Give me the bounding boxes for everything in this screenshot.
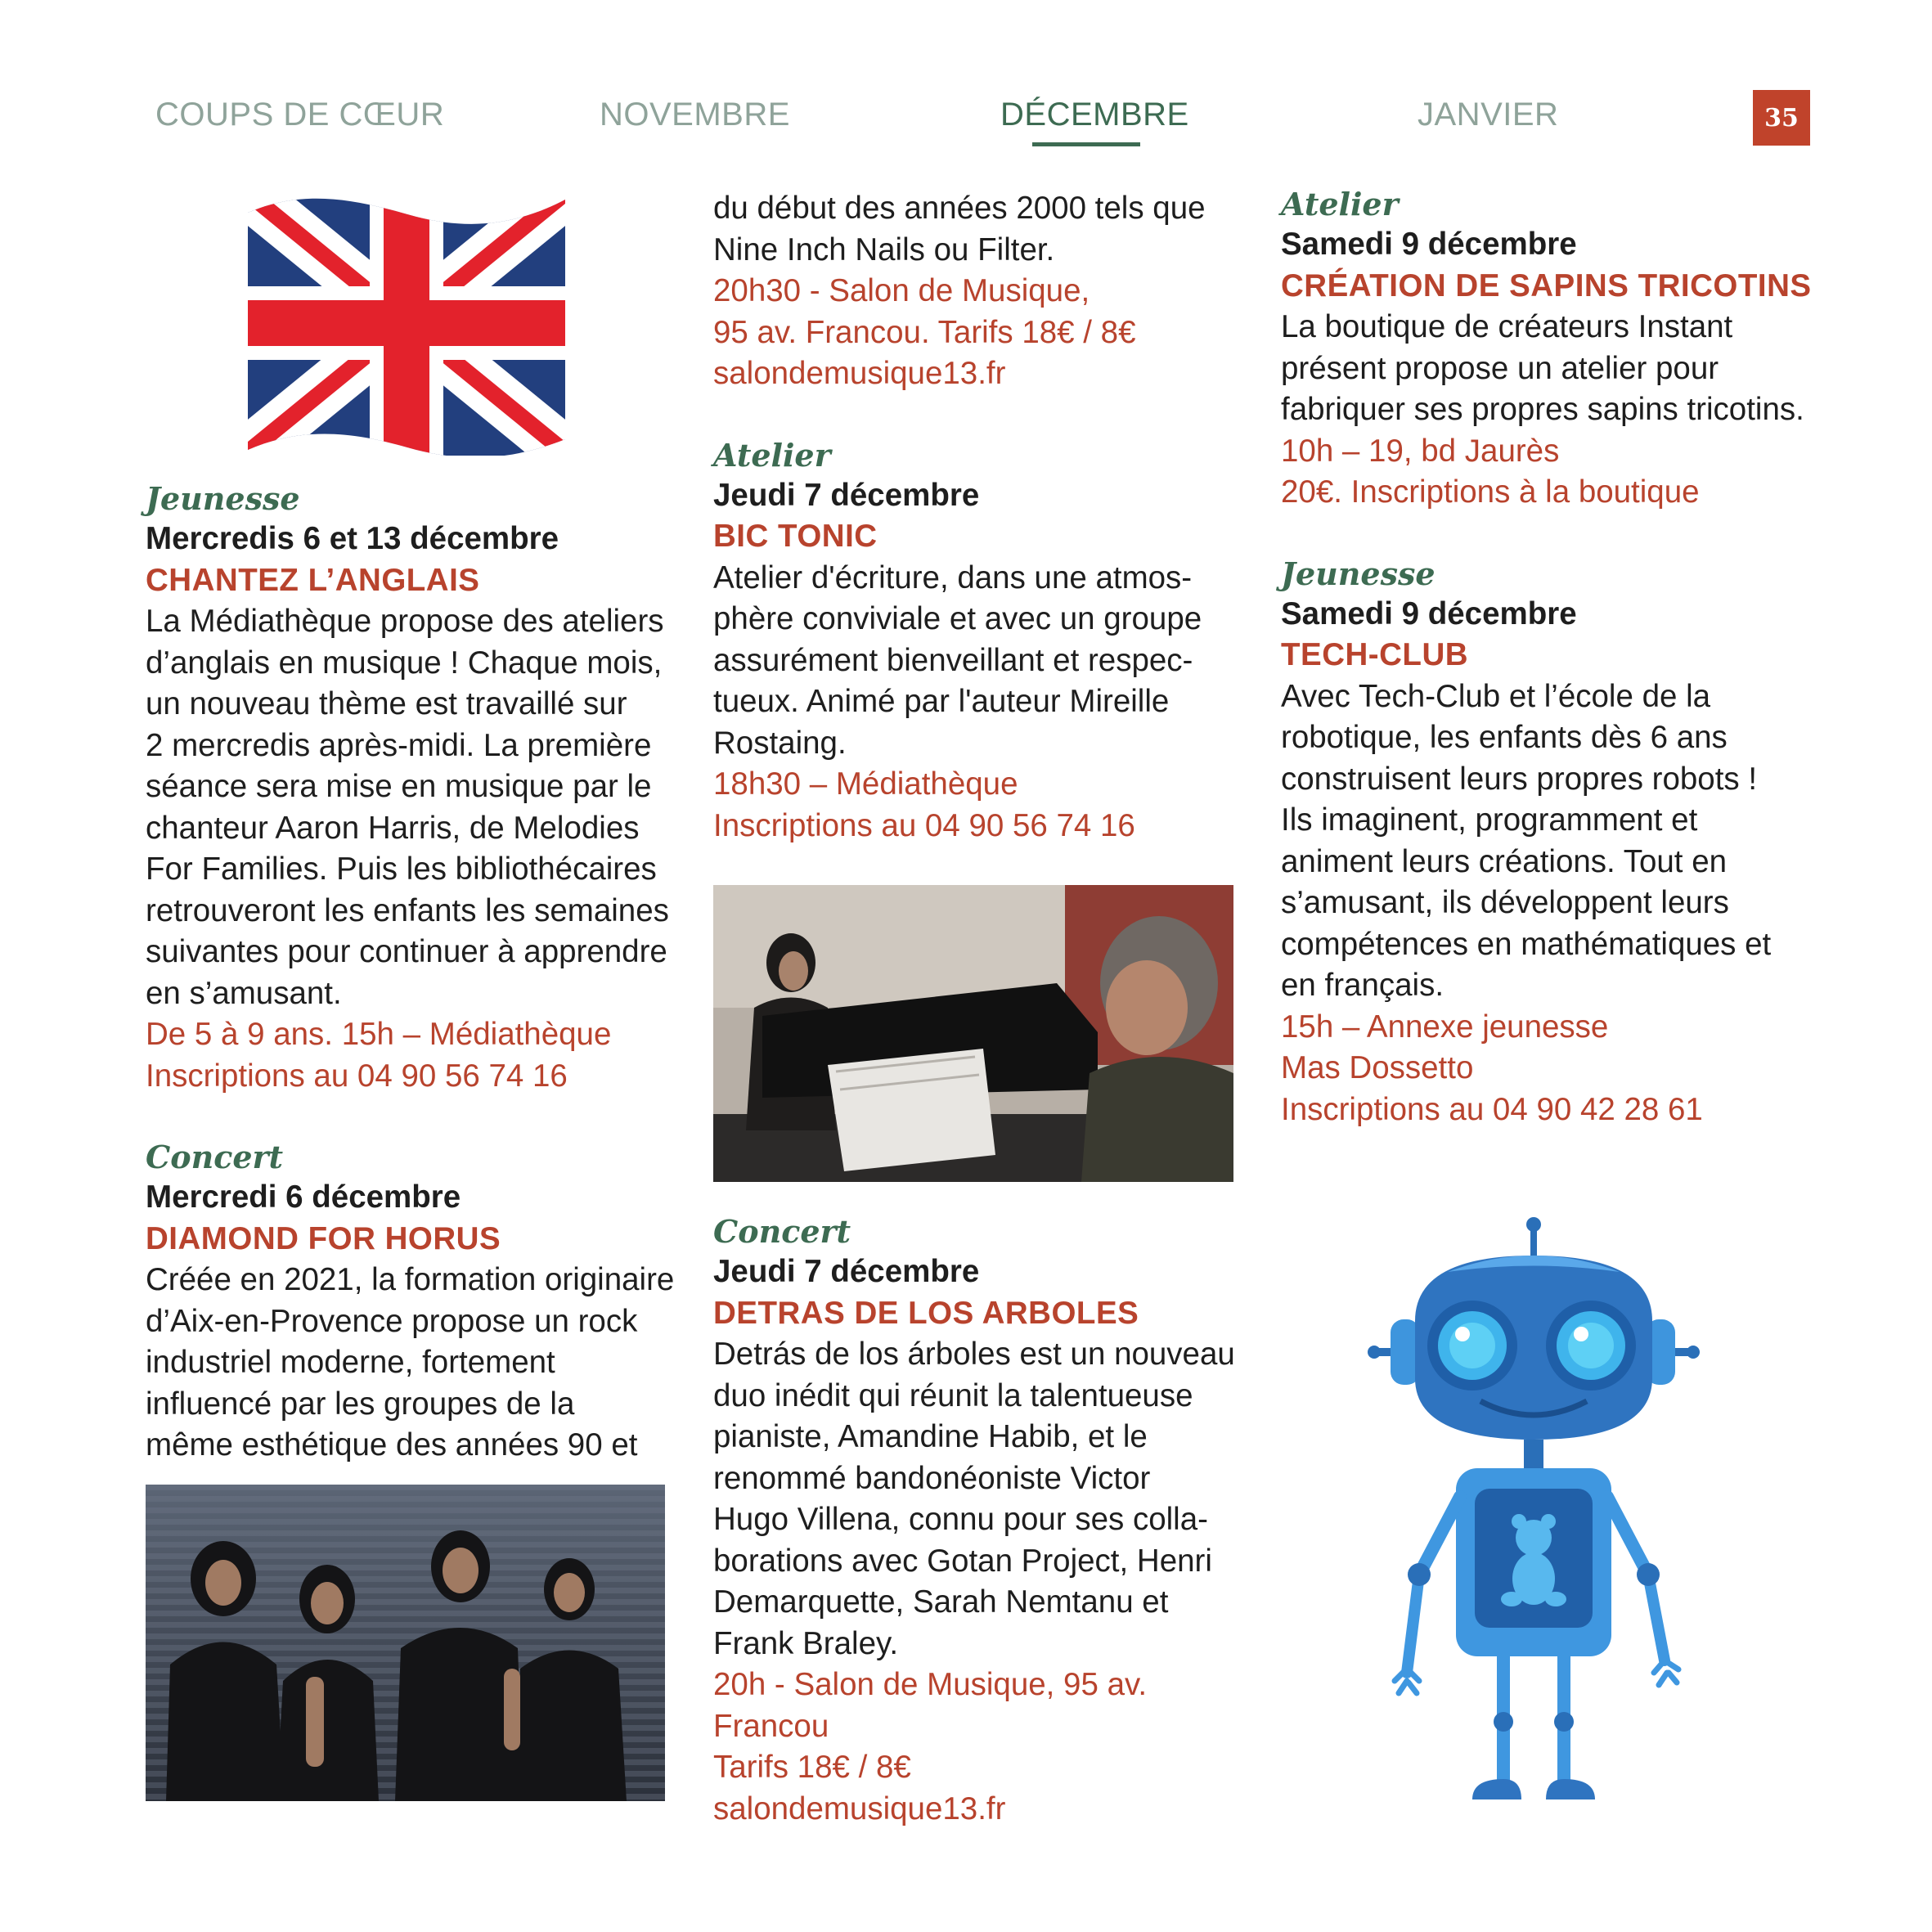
body-line: d’anglais en musique ! Chaque mois,: [146, 645, 663, 681]
event-date: Samedi 9 décembre: [1281, 595, 1577, 631]
event-date: Jeudi 7 décembre: [713, 1254, 980, 1289]
category-label: Atelier: [1281, 186, 1399, 222]
body-line: du début des années 2000 tels que: [713, 191, 1206, 226]
robot-illustration: [1358, 1215, 1718, 1804]
nav-active-underline: [1032, 142, 1140, 146]
event-info: 20h30 - Salon de Musique,: [713, 273, 1090, 308]
body-line: Avec Tech-Club et l’école de la: [1281, 678, 1711, 714]
nav-janvier[interactable]: JANVIER: [1418, 97, 1559, 133]
event-title: CRÉATION DE SAPINS TRICOTINS: [1281, 267, 1812, 303]
body-line: renommé bandonéoniste Victor: [713, 1460, 1151, 1496]
body-line: compétences en mathématiques et: [1281, 926, 1772, 962]
body-line: La Médiathèque propose des ateliers: [146, 604, 664, 639]
nav-novembre[interactable]: NOVEMBRE: [600, 97, 790, 133]
column-middle: [713, 188, 1245, 847]
event-website-link[interactable]: salondemusique13.fr: [713, 1790, 1006, 1826]
body-line: d’Aix-en-Provence propose un rock: [146, 1303, 638, 1339]
category-label: Concert: [146, 1139, 284, 1175]
event-title: CHANTEZ L’ANGLAIS: [146, 562, 480, 598]
body-line: tueux. Animé par l'auteur Mireille: [713, 684, 1170, 719]
event-info: 10h – 19, bd Jaurès: [1281, 433, 1560, 469]
event-phone[interactable]: Inscriptions au 04 90 56 74 16: [146, 1058, 568, 1094]
body-line: Frank Braley.: [713, 1625, 899, 1661]
column-left: [146, 479, 677, 1467]
event-website-link[interactable]: salondemusique13.fr: [713, 356, 1006, 391]
event-phone[interactable]: Inscriptions au 04 90 42 28 61: [1281, 1091, 1703, 1127]
event-title: TECH-CLUB: [1281, 637, 1469, 672]
category-label: Atelier: [713, 436, 831, 474]
nav-decembre[interactable]: DÉCEMBRE: [1000, 97, 1189, 133]
body-line: influencé par les groupes de la: [146, 1386, 575, 1422]
event-info: Tarifs 18€ / 8€: [713, 1750, 911, 1785]
band-photo: [146, 1485, 665, 1801]
body-line: Demarquette, Sarah Nemtanu et: [713, 1584, 1169, 1620]
event-info: 18h30 – Médiathèque: [713, 766, 1018, 802]
body-line: phère conviviale et avec un groupe: [713, 601, 1202, 636]
piano-photo: [713, 885, 1233, 1182]
column-middle-lower: [713, 1212, 1253, 1830]
event-phone[interactable]: Inscriptions au 04 90 56 74 16: [713, 807, 1135, 843]
body-line: For Families. Puis les bibliothécaires: [146, 851, 657, 887]
event-date: Jeudi 7 décembre: [713, 477, 980, 513]
column-right: [1281, 185, 1821, 1130]
body-line: un nouveau thème est travaillé sur: [146, 686, 627, 721]
body-line: même esthétique des années 90 et: [146, 1427, 638, 1462]
body-line: assurément bienveillant et respec-: [713, 642, 1193, 678]
page-number: 35: [1753, 90, 1810, 146]
spacer: [1281, 514, 1821, 555]
event-title: DETRAS DE LOS ARBOLES: [713, 1295, 1139, 1331]
body-line: animent leurs créations. Tout en: [1281, 843, 1728, 879]
category-label: Jeunesse: [146, 480, 300, 517]
body-line: 2 mercredis après-midi. La première: [146, 727, 652, 763]
nav-coups-de-coeur[interactable]: COUPS DE CŒUR: [155, 97, 445, 133]
event-date: Samedi 9 décembre: [1281, 227, 1577, 262]
body-line: industriel moderne, fortement: [146, 1345, 555, 1380]
body-line: s’amusant, ils développent leurs: [1281, 885, 1729, 920]
body-line: fabriquer ses propres sapins tricotins.: [1281, 392, 1804, 427]
body-line: Hugo Villena, connu pour ses colla-: [713, 1502, 1208, 1537]
body-line: retrouveront les enfants les semaines: [146, 892, 669, 928]
event-date: Mercredi 6 décembre: [146, 1179, 461, 1215]
spacer: [713, 395, 1245, 436]
event-info: 15h – Annexe jeunesse: [1281, 1009, 1609, 1045]
category-label: Jeunesse: [1281, 555, 1436, 592]
event-info: 95 av. Francou. Tarifs 18€ / 8€: [713, 314, 1136, 350]
body-line: en français.: [1281, 968, 1445, 1003]
body-line: séance sera mise en musique par le: [146, 769, 652, 804]
body-line: Detrás de los árboles est un nouveau: [713, 1337, 1235, 1372]
spacer: [146, 1097, 677, 1138]
body-line: Nine Inch Nails ou Filter.: [713, 231, 1055, 267]
event-title: DIAMOND FOR HORUS: [146, 1220, 501, 1256]
union-jack-flag-illustration: [244, 190, 569, 456]
body-line: en s’amusant.: [146, 975, 342, 1011]
body-line: Créée en 2021, la formation originaire: [146, 1262, 675, 1297]
event-info: Mas Dossetto: [1281, 1050, 1474, 1085]
body-line: chanteur Aaron Harris, de Melodies: [146, 810, 640, 846]
body-line: La boutique de créateurs Instant: [1281, 309, 1733, 344]
event-date: Mercredis 6 et 13 décembre: [146, 521, 559, 556]
body-line: Rostaing.: [713, 725, 847, 761]
body-line: présent propose un atelier pour: [1281, 350, 1719, 386]
body-line: pianiste, Amandine Habib, et le: [713, 1419, 1148, 1454]
body-line: robotique, les enfants dès 6 ans: [1281, 720, 1728, 755]
body-line: duo inédit qui réunit la talentueuse: [713, 1377, 1193, 1413]
event-info: 20h - Salon de Musique, 95 av. Francou: [713, 1667, 1148, 1744]
body-line: Atelier d'écriture, dans une atmos-: [713, 559, 1193, 595]
category-label: Concert: [713, 1213, 851, 1250]
body-line: construisent leurs propres robots !: [1281, 761, 1758, 797]
event-title: BIC TONIC: [713, 519, 878, 554]
body-line: suivantes pour continuer à apprendre: [146, 934, 667, 969]
body-line: borations avec Gotan Project, Henri: [713, 1543, 1212, 1579]
event-info: 20€. Inscriptions à la boutique: [1281, 474, 1700, 510]
event-info: De 5 à 9 ans. 15h – Médiathèque: [146, 1017, 612, 1052]
body-line: Ils imaginent, programment et: [1281, 802, 1698, 838]
